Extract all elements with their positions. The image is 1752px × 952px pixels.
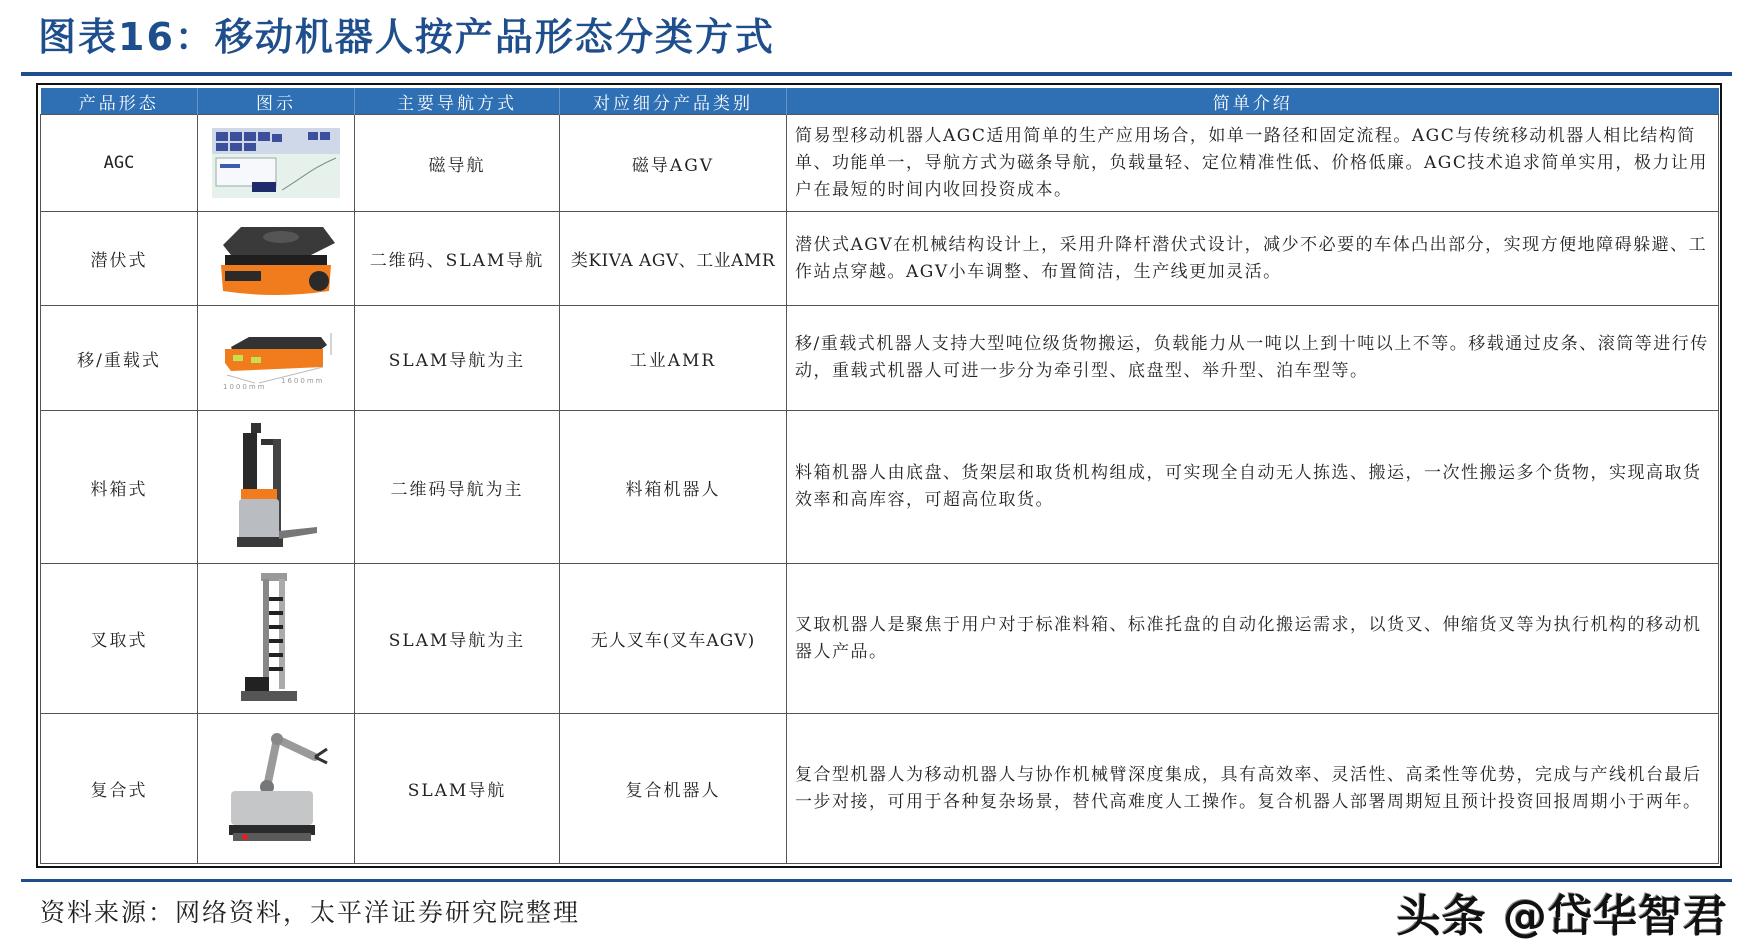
table-row: [41, 212, 1719, 306]
latent-agv-robot-icon: [198, 219, 354, 299]
header-category: 对应细分产品类别: [560, 88, 787, 115]
cell-form: AGC: [41, 115, 198, 212]
cell-navigation: 磁导航: [355, 115, 560, 212]
fork-robot-icon: [198, 571, 354, 707]
cell-navigation: SLAM导航: [355, 714, 560, 864]
figure-title: 图表16：移动机器人按产品形态分类方式: [38, 15, 775, 59]
header-description: 简单介绍: [787, 88, 1719, 115]
table-row: [41, 411, 1719, 564]
heavy-load-agv-icon: [198, 323, 354, 393]
cell-navigation: 二维码导航为主: [355, 411, 560, 564]
cell-category: 工业AMR: [560, 306, 787, 411]
composite-arm-robot-icon: [198, 729, 354, 849]
cell-description: 简易型移动机器人AGC适用简单的生产应用场合，如单一路径和固定流程。AGC与传统移动机器人相比结构简单、功能单一，导航方式为磁条导航，负载量轻、定位精准性低、价格低廉。AGC技术追求简单实用，极力让用户在最短的时间内收回投资成本。: [787, 115, 1719, 212]
cell-category: 料箱机器人: [560, 411, 787, 564]
source-note: 资料来源：网络资料，太平洋证券研究院整理: [40, 898, 581, 927]
cell-category: 磁导AGV: [560, 115, 787, 212]
cell-description: 复合型机器人为移动机器人与协作机械臂深度集成，具有高效率、灵活性、高柔性等优势，完成与产线机台最后一步对接，可用于各种复杂场景，替代高难度人工操作。复合机器人部署周期短且预计投资回报周期小于两年。: [787, 714, 1719, 864]
cell-description: 移/重载式机器人支持大型吨位级货物搬运，负载能力从一吨以上到十吨以上不等。移载通过皮条、滚筒等进行传动，重载式机器人可进一步分为牵引型、底盘型、举升型、泊车型等。: [787, 306, 1719, 411]
cell-navigation: 二维码、SLAM导航: [355, 212, 560, 306]
table-row: [41, 306, 1719, 411]
table-row: [41, 564, 1719, 714]
cell-image: [198, 212, 355, 306]
header-form: 产品形态: [41, 88, 198, 115]
cell-image: [198, 714, 355, 864]
cell-description: 料箱机器人由底盘、货架层和取货机构组成，可实现全自动无人拣选、搬运，一次性搬运多个货物，实现高取货效率和高库容，可超高位取货。: [787, 411, 1719, 564]
cell-form: 复合式: [41, 714, 198, 864]
classification-table-frame: [36, 83, 1722, 868]
cell-image: [198, 564, 355, 714]
cell-description: 叉取机器人是聚焦于用户对于标准料箱、标准托盘的自动化搬运需求，以货叉、伸缩货叉等为执行机构的移动机器人产品。: [787, 564, 1719, 714]
bin-robot-icon: [198, 419, 354, 555]
cell-image: [198, 115, 355, 212]
svg-text:1000mm: 1000mm: [223, 383, 267, 391]
svg-text:1600mm: 1600mm: [281, 377, 325, 385]
table-row: [41, 714, 1719, 864]
table-header-row: [41, 88, 1719, 115]
header-navigation: 主要导航方式: [355, 88, 560, 115]
cell-image: [198, 306, 355, 411]
agc-warehouse-photo-icon: [198, 128, 354, 198]
cell-form: 移/重载式: [41, 306, 198, 411]
cell-navigation: SLAM导航为主: [355, 306, 560, 411]
cell-image: [198, 411, 355, 564]
top-divider: [21, 72, 1732, 76]
header-image: 图示: [198, 88, 355, 115]
cell-category: 无人叉车(叉车AGV): [560, 564, 787, 714]
classification-table: [40, 88, 1719, 864]
cell-description: 潜伏式AGV在机械结构设计上，采用升降杆潜伏式设计，减少不必要的车体凸出部分，实现方便地障碍躲避、工作站点穿越。AGV小车调整、布置简洁，生产线更加灵活。: [787, 212, 1719, 306]
cell-navigation: SLAM导航为主: [355, 564, 560, 714]
cell-category: 类KIVA AGV、工业AMR: [560, 212, 787, 306]
cell-category: 复合机器人: [560, 714, 787, 864]
table-row: [41, 115, 1719, 212]
watermark: 头条 @岱华智君: [1396, 891, 1728, 942]
cell-form: 料箱式: [41, 411, 198, 564]
cell-form: 潜伏式: [41, 212, 198, 306]
cell-form: 叉取式: [41, 564, 198, 714]
